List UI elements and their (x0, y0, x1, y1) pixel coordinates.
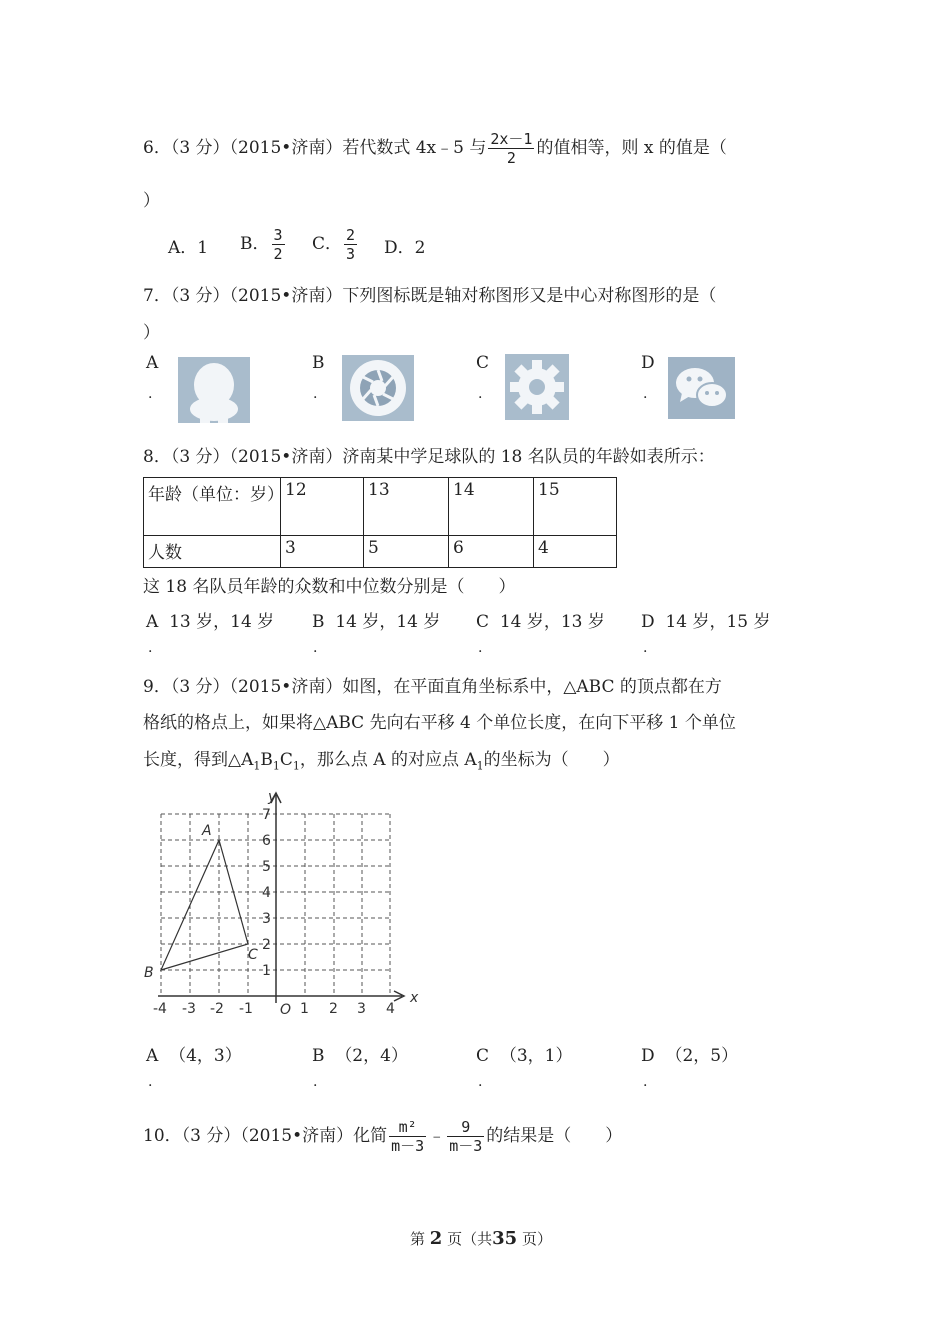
q7-option-b-letter: B (312, 353, 325, 373)
q10-stem: 10．（3 分）（2015•济南）化简 $\frac{\text{m²}}{m-3}$ ﹣ $\frac{9}{m-3}$ 的结果是（ ） (143, 1118, 623, 1155)
q8-question: 这 18 名队员年龄的众数和中位数分别是（ ） (143, 577, 516, 597)
point-b-label: B (144, 965, 154, 981)
y-tick: 5 (262, 859, 271, 875)
gear-icon (505, 354, 569, 420)
table-cell: 6 (449, 536, 534, 568)
q9-option-c-dot: . (478, 1074, 483, 1090)
axes (158, 793, 404, 1003)
y-tick: 6 (262, 833, 271, 849)
table-cell: 4 (534, 536, 617, 568)
y-tick: 3 (262, 911, 271, 927)
q8-option-b: B 14 岁，14 岁 (312, 612, 441, 632)
page-number: 2 (429, 1228, 443, 1249)
q8-option-a: A 13 岁，14 岁 (146, 612, 275, 632)
q6-option-c: C． $\frac{2}{3}$ (312, 226, 356, 263)
y-axis-label: y (268, 789, 277, 805)
y-tick: 1 (262, 963, 271, 979)
x-tick: 2 (329, 1001, 338, 1017)
q6-option-d: D．2 (384, 238, 426, 258)
q6-fraction: $\frac{2x-1}{2}$ (490, 130, 533, 167)
q9-option-d-dot: . (643, 1074, 648, 1090)
y-tick: 4 (262, 885, 271, 901)
table-cell: 15 (534, 478, 617, 536)
table-row (144, 478, 617, 536)
q8-option-c: C 14 岁，13 岁 (476, 612, 605, 632)
q9-option-d: D （2，5） (641, 1046, 739, 1066)
q9-line3: 长度，得到$\triangle A_1B_1C_1$，那么点 A 的对应点 $A_1$的坐标为（ ） (143, 750, 620, 773)
q8-stem: 8．（3 分）（2015•济南）济南某中学足球队的 18 名队员的年龄如表所示： (143, 447, 715, 467)
x-tick: 4 (386, 1001, 395, 1017)
q10-fraction-1: $\frac{\text{m²}}{m-3}$ (391, 1118, 425, 1155)
origin-label: O (280, 1002, 292, 1018)
q8-option-c-dot: . (478, 640, 483, 656)
penguin-icon (178, 357, 250, 423)
table-cell: 12 (281, 478, 364, 536)
q7-option-c-dot: . (478, 386, 483, 402)
q9-option-a-dot: . (148, 1074, 153, 1090)
q6-option-b: B． $\frac{3}{2}$ (240, 226, 283, 263)
coordinate-graph (140, 785, 430, 1020)
table-header-count: 人数 (144, 536, 281, 568)
point-a-label: A (202, 823, 212, 839)
x-axis-label: x (410, 990, 419, 1006)
q8-option-d-dot: . (643, 640, 648, 656)
x-tick: 1 (300, 1001, 309, 1017)
triangle-abc (161, 840, 248, 970)
total-pages: 35 (492, 1228, 518, 1249)
q6-stem: 6．（3 分）（2015•济南）若代数式 4x﹣5 与 $\frac{2x-1}{2}$ 的值相等，则 x 的值是（ (143, 130, 727, 167)
x-tick: -4 (153, 1001, 167, 1017)
q10-fraction-2: $\frac{9}{m-3}$ (449, 1118, 483, 1155)
q7-close-paren: ） (143, 323, 160, 343)
q7-option-d-letter: D (641, 353, 655, 373)
q7-option-a-letter: A (146, 353, 159, 373)
q9-option-b-dot: . (313, 1074, 318, 1090)
q9-option-c: C （3，1） (476, 1046, 573, 1066)
table-header-age: 年龄（单位：岁） (144, 478, 281, 536)
q8-option-a-dot: . (148, 640, 153, 656)
table-cell: 5 (364, 536, 449, 568)
x-tick: -2 (210, 1001, 224, 1017)
camera-shutter-icon (342, 355, 414, 421)
wechat-icon (668, 357, 735, 419)
q6-option-a: A．1 (168, 238, 209, 258)
q7-option-b-dot: . (313, 386, 318, 402)
q7-option-d-dot: . (643, 386, 648, 402)
table-cell: 3 (281, 536, 364, 568)
x-tick: -3 (182, 1001, 196, 1017)
q7-option-c-letter: C (476, 353, 490, 373)
q7-stem: 7．（3 分）（2015•济南）下列图标既是轴对称图形又是中心对称图形的是（ (143, 286, 717, 306)
age-table (143, 477, 617, 568)
page-footer: 第 2 页（共35 页） (410, 1228, 552, 1249)
q9-option-a: A （4，3） (146, 1046, 242, 1066)
table-cell: 13 (364, 478, 449, 536)
point-c-label: C (248, 947, 258, 963)
q7-option-a-dot: . (148, 386, 153, 402)
q9-line2: 格纸的格点上，如果将△ABC 先向右平移 4 个单位长度，在向下平移 1 个单位 (143, 713, 736, 733)
table-cell: 14 (449, 478, 534, 536)
q6-close-paren: ） (143, 191, 160, 211)
y-tick: 2 (262, 937, 271, 953)
q9-line1: 9．（3 分）（2015•济南）如图，在平面直角坐标系中，△ABC 的顶点都在方 (143, 677, 722, 697)
x-tick: -1 (239, 1001, 253, 1017)
y-tick: 7 (262, 807, 271, 823)
x-tick: 3 (357, 1001, 366, 1017)
q8-option-b-dot: . (313, 640, 318, 656)
table-row (144, 536, 617, 568)
q9-option-b: B （2，4） (312, 1046, 408, 1066)
q8-option-d: D 14 岁，15 岁 (641, 612, 771, 632)
